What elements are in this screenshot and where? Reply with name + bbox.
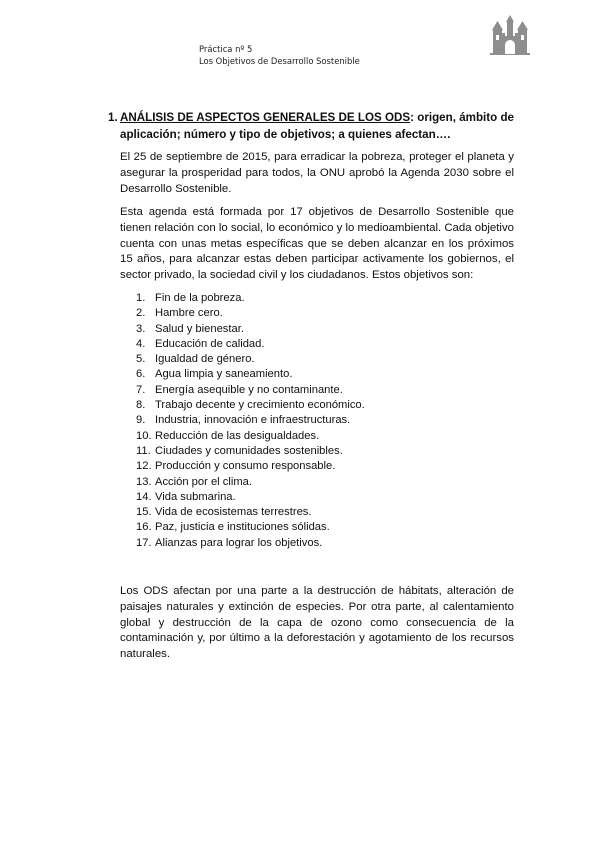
list-item xyxy=(136,322,436,337)
header-practice-number: Práctica nº 5 xyxy=(199,44,253,54)
section-title-rest: : origen, ámbito de aplicación; número y tipo de objetivos; a quienes afectan…. xyxy=(120,111,514,141)
paragraph-effects: Los ODS afectan por una parte a la destrucción de hábitats, alteración de paisajes naturales y extinción de especies. Por otra parte, al calentamiento global y destrucción de la capa de ozono como consecuencia de la contaminación y, por último a la deforestación y agotamiento de los recursos naturales. xyxy=(120,585,514,661)
section-title-underlined: ANÁLISIS DE ASPECTOS GENERALES DE LOS ODS xyxy=(120,111,411,124)
header-subject: Los Objetivos de Desarrollo Sostenible xyxy=(199,55,360,66)
list-item xyxy=(136,505,436,520)
castle-crest-icon xyxy=(488,12,532,56)
list-item-text: Hambre cero. xyxy=(155,307,223,320)
list-item-text: Alianzas para lograr los objetivos. xyxy=(155,536,323,549)
list-item xyxy=(136,475,436,490)
list-item-number: 14. xyxy=(136,490,152,503)
list-item-text: Producción y consumo responsable. xyxy=(155,460,336,473)
list-item xyxy=(136,520,436,535)
list-item xyxy=(136,490,436,505)
list-item xyxy=(136,459,436,474)
list-item xyxy=(136,383,436,398)
list-item xyxy=(136,536,436,551)
list-item-text: Vida submarina. xyxy=(155,490,236,503)
list-item-text: Educación de calidad. xyxy=(155,337,265,350)
list-item-number: 7. xyxy=(136,383,146,396)
list-item-number: 4. xyxy=(136,337,146,350)
list-item-text: Vida de ecosistemas terrestres. xyxy=(155,506,312,519)
list-item-number: 15. xyxy=(136,506,152,519)
list-item-text: Salud y bienestar. xyxy=(155,322,244,335)
section-heading xyxy=(108,109,514,143)
list-item-text: Reducción de las desigualdades. xyxy=(155,429,320,442)
paragraph-intro: El 25 de septiembre de 2015, para erradicar la pobreza, proteger el planeta y asegurar la prosperidad para todos, la ONU aprobó la Agenda 2030 sobre el Desarrollo Sostenible. xyxy=(120,151,514,195)
list-item xyxy=(136,306,436,321)
list-item xyxy=(136,429,436,444)
list-item-text: Industria, innovación e infraestructuras. xyxy=(155,414,351,427)
list-item-number: 8. xyxy=(136,399,146,412)
list-item-number: 16. xyxy=(136,521,152,534)
list-item xyxy=(136,444,436,459)
list-item-number: 11. xyxy=(136,444,151,457)
list-item xyxy=(136,367,436,382)
paragraph-agenda: Esta agenda está formada por 17 objetivos de Desarrollo Sostenible que tienen relación con lo social, lo económico y lo medioambiental. Cada objetivo cuenta con unas metas específicas que se deben alcanzar en los próximos 15 años, para alcanzar estas deben participar activamente los gobiernos, el sector privado, la sociedad civil y los ciudadanos. Estos objetivos son: xyxy=(120,206,514,282)
list-item xyxy=(136,337,436,352)
list-item-number: 5. xyxy=(136,353,146,366)
list-item-number: 3. xyxy=(136,322,146,335)
list-item-number: 6. xyxy=(136,368,146,381)
page-header xyxy=(199,44,360,67)
list-item-text: Igualdad de género. xyxy=(155,353,255,366)
list-item-number: 1. xyxy=(136,292,146,304)
list-item-number: 2. xyxy=(136,307,146,320)
list-item-number: 10. xyxy=(136,429,152,442)
list-item-number: 13. xyxy=(136,475,152,488)
list-item xyxy=(136,291,436,306)
list-item xyxy=(136,352,436,367)
objectives-list xyxy=(136,291,436,551)
list-item-number: 9. xyxy=(136,414,146,427)
list-item-number: 17. xyxy=(136,536,152,549)
list-item-text: Energía asequible y no contaminante. xyxy=(155,383,343,396)
list-item-text: Trabajo decente y crecimiento económico. xyxy=(155,399,365,412)
list-item-text: Fin de la pobreza. xyxy=(155,292,245,304)
list-item-text: Ciudades y comunidades sostenibles. xyxy=(155,444,343,457)
list-item xyxy=(136,413,436,428)
list-item-text: Paz, justicia e instituciones sólidas. xyxy=(155,521,330,534)
list-item-text: Acción por el clima. xyxy=(155,475,252,488)
section-number: 1. xyxy=(108,111,118,124)
list-item xyxy=(136,398,436,413)
list-item-number: 12. xyxy=(136,460,152,473)
list-item-text: Agua limpia y saneamiento. xyxy=(155,368,293,381)
